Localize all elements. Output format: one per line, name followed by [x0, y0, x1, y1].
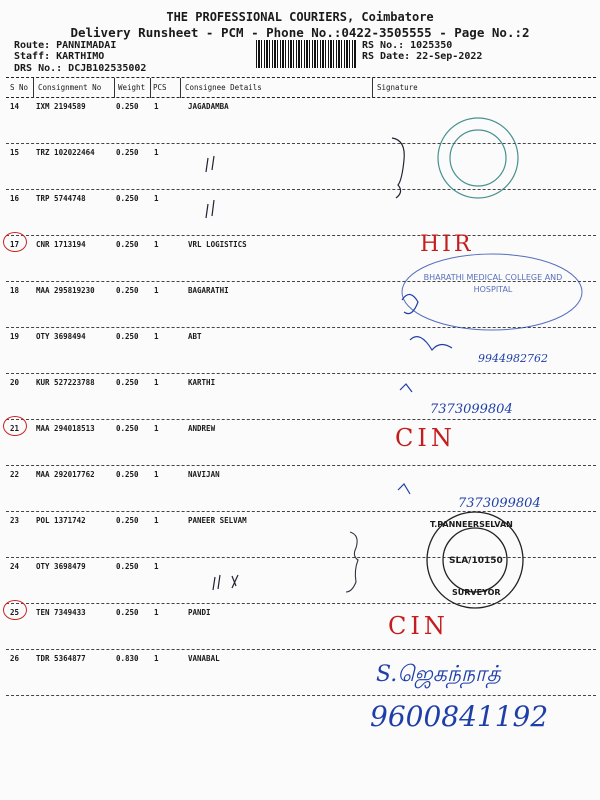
handwritten-hir: HIR — [420, 232, 474, 257]
route-label: Route: PANNIMADAI — [14, 40, 117, 51]
row-consignment-no: TRZ 102022464 — [36, 148, 95, 157]
row-pcs: 1 — [154, 378, 159, 387]
row-weight: 0.250 — [116, 470, 139, 479]
row-consignment-no: TRP 5744748 — [36, 194, 86, 203]
row-consignee: BAGARATHI — [188, 286, 229, 295]
row-pcs: 1 — [154, 562, 159, 571]
row-sno: 14 — [10, 102, 20, 111]
row-consignment-no: MAA 295819230 — [36, 286, 95, 295]
row-sno: 18 — [10, 286, 20, 295]
stamp-surveyor-number: SLA/10150 — [449, 556, 503, 566]
row-consignment-no: CNR 1713194 — [36, 240, 86, 249]
row-consignee: JAGADAMBA — [188, 102, 229, 111]
row-weight: 0.250 — [116, 424, 139, 433]
row-consignee: VANABAL — [188, 654, 220, 663]
row-consignment-no: IXM 2194589 — [36, 102, 86, 111]
col-sno: S No — [10, 83, 29, 92]
row-sno: 23 — [10, 516, 20, 525]
row-weight: 0.250 — [116, 332, 139, 341]
drs-label: DRS No.: DCJB102535002 — [14, 63, 147, 74]
row-weight: 0.250 — [116, 562, 139, 571]
row-pcs: 1 — [154, 240, 159, 249]
handwritten-phone-bottom: 9600841192 — [370, 700, 549, 733]
row-pcs: 1 — [154, 102, 159, 111]
row-sno: 22 — [10, 470, 20, 479]
row-weight: 0.250 — [116, 608, 139, 617]
row-pcs: 1 — [154, 194, 159, 203]
tick-marks — [206, 156, 238, 590]
row-sno: 25 — [10, 608, 20, 617]
row-weight: 0.250 — [116, 148, 139, 157]
stamp-hospital-text: BHARATHI MEDICAL COLLEGE AND HOSPITAL — [423, 273, 563, 294]
row-pcs: 1 — [154, 148, 159, 157]
row-pcs: 1 — [154, 608, 159, 617]
handwritten-phone-19: 9944982762 — [478, 352, 548, 365]
row-consignment-no: KUR 527223788 — [36, 378, 95, 387]
row-pcs: 1 — [154, 516, 159, 525]
row-sno: 21 — [10, 424, 20, 433]
page-title: THE PROFESSIONAL COURIERS, Coimbatore — [166, 10, 434, 24]
row-weight: 0.250 — [116, 240, 139, 249]
row-pcs: 1 — [154, 286, 159, 295]
col-weight: Weight — [118, 83, 146, 92]
row-sno: 26 — [10, 654, 20, 663]
row-pcs: 1 — [154, 424, 159, 433]
row-consignee: PANDI — [188, 608, 211, 617]
stamp-surveyor-title: SURVEYOR — [452, 588, 501, 597]
row-weight: 0.250 — [116, 102, 139, 111]
row-sno: 20 — [10, 378, 20, 387]
row-consignment-no: MAA 292017762 — [36, 470, 95, 479]
row-sno: 16 — [10, 194, 20, 203]
row-consignment-no: POL 1371742 — [36, 516, 86, 525]
brace-23-24 — [346, 532, 358, 592]
rs-number: RS No.: 1025350 — [362, 40, 453, 51]
row-consignee: VRL LOGISTICS — [188, 240, 247, 249]
row-consignee: ABT — [188, 332, 202, 341]
col-pcs: PCS — [153, 83, 167, 92]
row-pcs: 1 — [154, 654, 159, 663]
handwritten-cin-21: CIN — [395, 424, 456, 452]
row-sno: 24 — [10, 562, 20, 571]
stamp-surveyor-name: T.PANNEERSELVAN — [430, 520, 513, 529]
row-consignment-no: TDR 5364877 — [36, 654, 86, 663]
row-sno: 15 — [10, 148, 20, 157]
row-consignee: PANEER SELVAM — [188, 516, 247, 525]
row-weight: 0.250 — [116, 194, 139, 203]
row-consignment-no: MAA 294018513 — [36, 424, 95, 433]
row-consignment-no: OTY 3698479 — [36, 562, 86, 571]
row-consignee: ANDREW — [188, 424, 216, 433]
row-weight: 0.250 — [116, 516, 139, 525]
handwritten-phone-22: 7373099804 — [458, 496, 541, 511]
row-consignee: NAVIJAN — [188, 470, 220, 479]
row-consignment-no: OTY 3698494 — [36, 332, 86, 341]
col-consignment: Consignment No — [38, 83, 102, 92]
row-weight: 0.250 — [116, 286, 139, 295]
row-consignment-no: TEN 7349433 — [36, 608, 86, 617]
col-signature: Signature — [377, 83, 418, 92]
row-consignee: KARTHI — [188, 378, 216, 387]
col-consignee: Consignee Details — [185, 83, 262, 92]
handwritten-phone-20: 7373099804 — [430, 402, 513, 417]
row-sno: 17 — [10, 240, 20, 249]
brace-mark — [392, 138, 404, 198]
rs-date: RS Date: 22-Sep-2022 — [362, 51, 483, 62]
coordinator-stamp — [438, 118, 518, 198]
handwritten-signature-name: S.ஜெகந்நாத் — [376, 662, 501, 687]
row-weight: 0.830 — [116, 654, 139, 663]
row-weight: 0.250 — [116, 378, 139, 387]
page-subtitle: Delivery Runsheet - PCM - Phone No.:0422-3505555 - Page No.:2 — [70, 25, 530, 40]
row-pcs: 1 — [154, 332, 159, 341]
row-pcs: 1 — [154, 470, 159, 479]
staff-label: Staff: KARTHIMO — [14, 51, 105, 62]
row-sno: 19 — [10, 332, 20, 341]
handwritten-cin-25: CIN — [388, 612, 449, 640]
